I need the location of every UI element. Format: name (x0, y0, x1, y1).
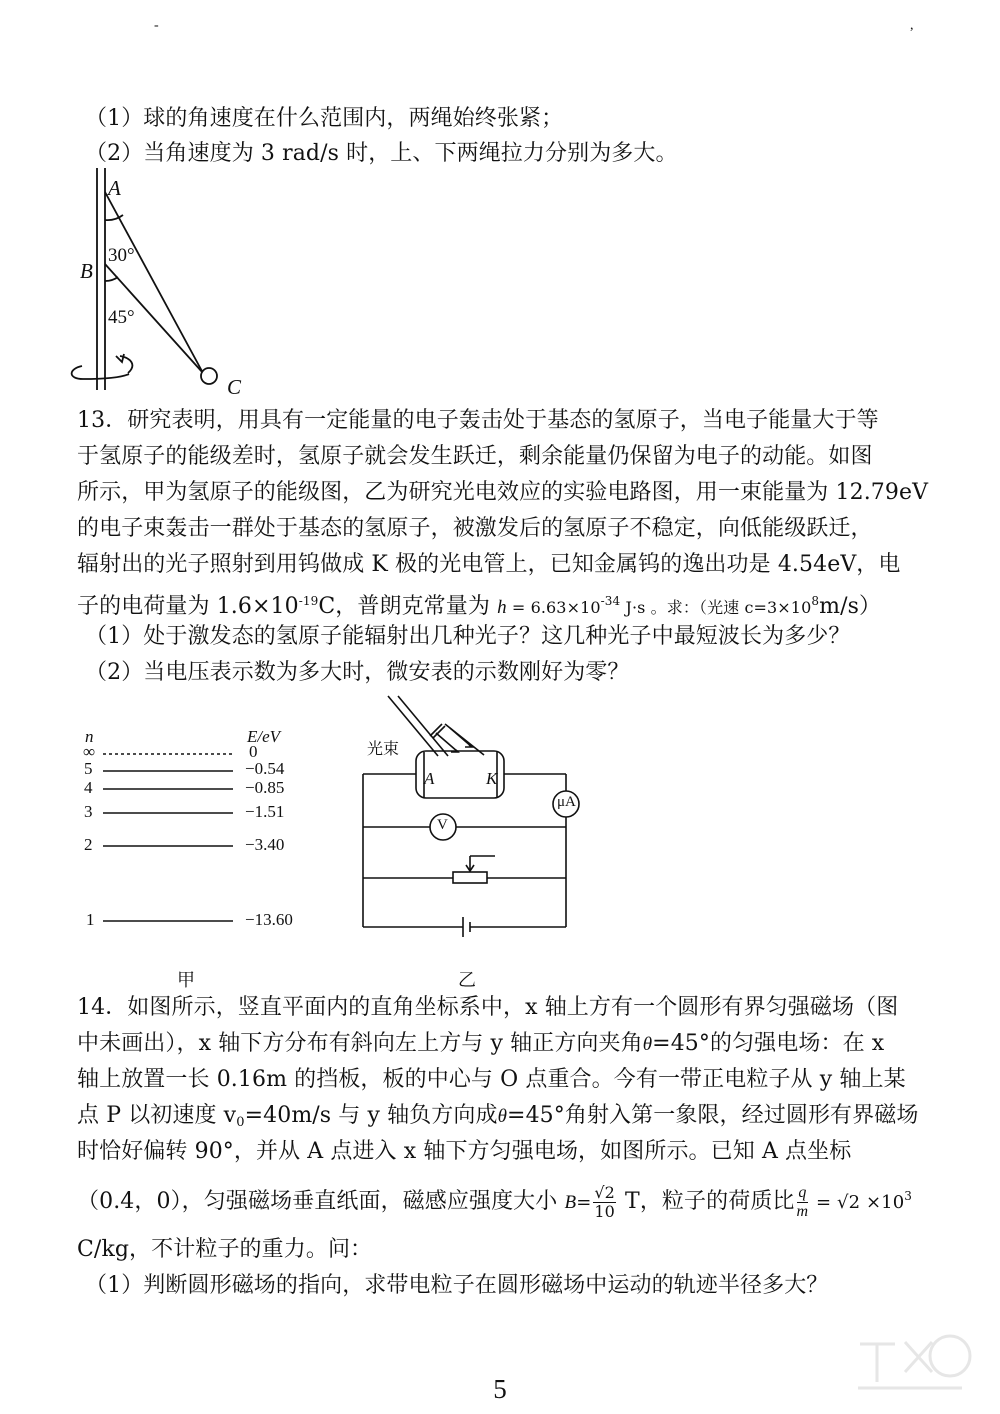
energy-level-n-1: 1 (86, 910, 95, 929)
q13-line-1: 13．研究表明，用具有一定能量的电子轰击处于基态的氢原子，当电子能量大于等 (77, 408, 879, 433)
q13-line-6 (77, 585, 920, 624)
q13-line-6-text-a: 子的电荷量为 1.6×10 (77, 594, 299, 619)
q14-line-6 (77, 1180, 920, 1220)
energy-level-n-2: 2 (84, 835, 93, 854)
q12-angle-30: 30° (108, 245, 135, 266)
top-left-mark: - (154, 18, 159, 33)
energy-diagram-caption: 甲 (177, 970, 195, 991)
q13-planck-symbol: h (497, 597, 507, 618)
q14-mass-symbol: m (796, 1202, 809, 1220)
energy-level-n-inf: ∞ (83, 742, 96, 761)
q14-charge-mass-value: = √2 ×10 (810, 1192, 905, 1213)
q14-line-6-text-a: （0.4，0），匀强磁场垂直纸面，磁感应强度大小 (77, 1189, 565, 1214)
q12-part-2: （2）当角速度为 3 rad/s 时，上、下两绳拉力分别为多大。 (85, 141, 678, 166)
q13-line-5: 辐射出的光子照射到用钨做成 K 极的光电管上，已知金属钨的逸出功是 4.54eV，电 (77, 552, 901, 577)
q14-line-4-text-c: =45°角射入第一象限，经过圆形有界磁场 (507, 1103, 919, 1128)
energy-axis-e: E/eV (247, 727, 281, 746)
voltmeter-label: V (437, 817, 448, 833)
q13-planck-exponent: -34 (600, 594, 621, 608)
energy-level-n-5: 5 (84, 759, 93, 778)
q14-theta-1: θ (642, 1034, 653, 1055)
electrode-a-label: A (424, 769, 435, 788)
q13-line-6-text-e: m/s） (819, 594, 882, 619)
energy-level-e-4: −0.85 (245, 778, 285, 797)
q13-light-speed-exponent: 8 (811, 594, 820, 608)
q14-line-4-text-b: =40m/s 与 y 轴负方向成 (244, 1103, 498, 1128)
q13-line-3: 所示，甲为氢原子的能级图，乙为研究光电效应的实验电路图，用一束能量为 12.79eV (77, 480, 929, 505)
q14-field-equals: = (576, 1192, 592, 1213)
q14-line-7: C/kg，不计粒子的重力。问： (77, 1237, 373, 1262)
photoelectric-circuit (350, 694, 600, 954)
light-beam-label: 光束 (367, 739, 400, 758)
energy-level-e-inf: 0 (249, 742, 258, 761)
energy-level-diagram (75, 730, 335, 940)
q14-line-2-text-b: =45°的匀强电场：在 x (652, 1031, 885, 1056)
q14-line-3: 轴上放置一长 0.16m 的挡板，板的中心与 O 点重合。今有一带正电粒子从 y 轴上某 (77, 1067, 906, 1092)
q14-field-symbol: B (564, 1192, 577, 1213)
energy-level-e-3: −1.51 (245, 802, 285, 821)
q12-angle-45: 45° (108, 307, 135, 328)
q14-theta-2: θ (497, 1106, 508, 1127)
energy-level-e-1: −13.60 (245, 910, 293, 929)
q12-label-b: B (80, 259, 93, 283)
q14-part-1: （1）判断圆形磁场的指向，求带电粒子在圆形磁场中运动的轨迹半径多大？ (85, 1273, 829, 1298)
q12-rope-figure (70, 168, 250, 393)
page-number: 5 (493, 1374, 507, 1404)
q12-label-a: A (108, 176, 121, 200)
q14-line-4 (77, 1100, 920, 1139)
q12-part-1: （1）球的角速度在什么范围内，两绳始终张紧； (85, 106, 564, 131)
q13-line-4: 的电子束轰击一群处于基态的氢原子，被激发后的氢原子不稳定，向低能级跃迁， (77, 516, 873, 541)
q14-charge-mass-exponent: 3 (904, 1189, 913, 1203)
q13-line-6-text-b: C，普朗克常量为 (318, 594, 498, 619)
energy-level-n-4: 4 (84, 778, 93, 797)
microammeter-label: μA (557, 794, 576, 810)
q14-field-denominator: 10 (594, 1201, 615, 1221)
q13-planck-value: = 6.63×10 (506, 598, 601, 617)
q12-label-c: C (227, 375, 242, 399)
electrode-k-label: K (486, 769, 498, 788)
energy-level-e-2: −3.40 (245, 835, 285, 854)
q14-charge-mass-fraction (797, 1185, 809, 1220)
q14-line-2 (77, 1028, 920, 1061)
q14-line-2-text-a: 中未画出），x 轴下方分布有斜向左上方与 y 轴正方向夹角 (77, 1031, 643, 1056)
q14-velocity-subscript: 0 (236, 1115, 245, 1130)
q13-line-2: 于氢原子的能级差时，氢原子就会发生跃迁，剩余能量仍保留为电子的动能。如图 (77, 444, 873, 469)
q14-line-5: 时恰好偏转 90°，并从 A 点进入 x 轴下方匀强电场，如图所示。已知 A 点坐标 (77, 1139, 852, 1164)
q13-line-6-text-d: J·s 。求：（光速 c=3×10 (620, 598, 812, 617)
q14-line-4-text-a: 点 P 以初速度 v (77, 1103, 237, 1128)
q14-field-numerator: √2 (594, 1182, 615, 1202)
energy-level-n-3: 3 (84, 802, 93, 821)
watermark-logo (840, 1324, 980, 1404)
q14-field-fraction (593, 1182, 616, 1221)
q13-charge-exponent: -19 (298, 594, 319, 608)
q13-part-1: （1）处于激发态的氢原子能辐射出几种光子？这几种光子中最短波长为多少？ (85, 624, 851, 649)
circuit-diagram-caption: 乙 (458, 970, 476, 991)
q14-line-1: 14．如图所示，竖直平面内的直角坐标系中，x 轴上方有一个圆形有界匀强磁场（图 (77, 995, 899, 1020)
q14-line-6-text-b: T，粒子的荷质比 (617, 1189, 795, 1214)
q13-part-2: （2）当电压表示数为多大时，微安表的示数刚好为零？ (85, 660, 630, 685)
top-right-mark: , (910, 18, 914, 33)
energy-axis-n: n (85, 727, 94, 746)
energy-level-e-5: −0.54 (245, 759, 285, 778)
q14-charge-symbol: q (798, 1183, 807, 1201)
